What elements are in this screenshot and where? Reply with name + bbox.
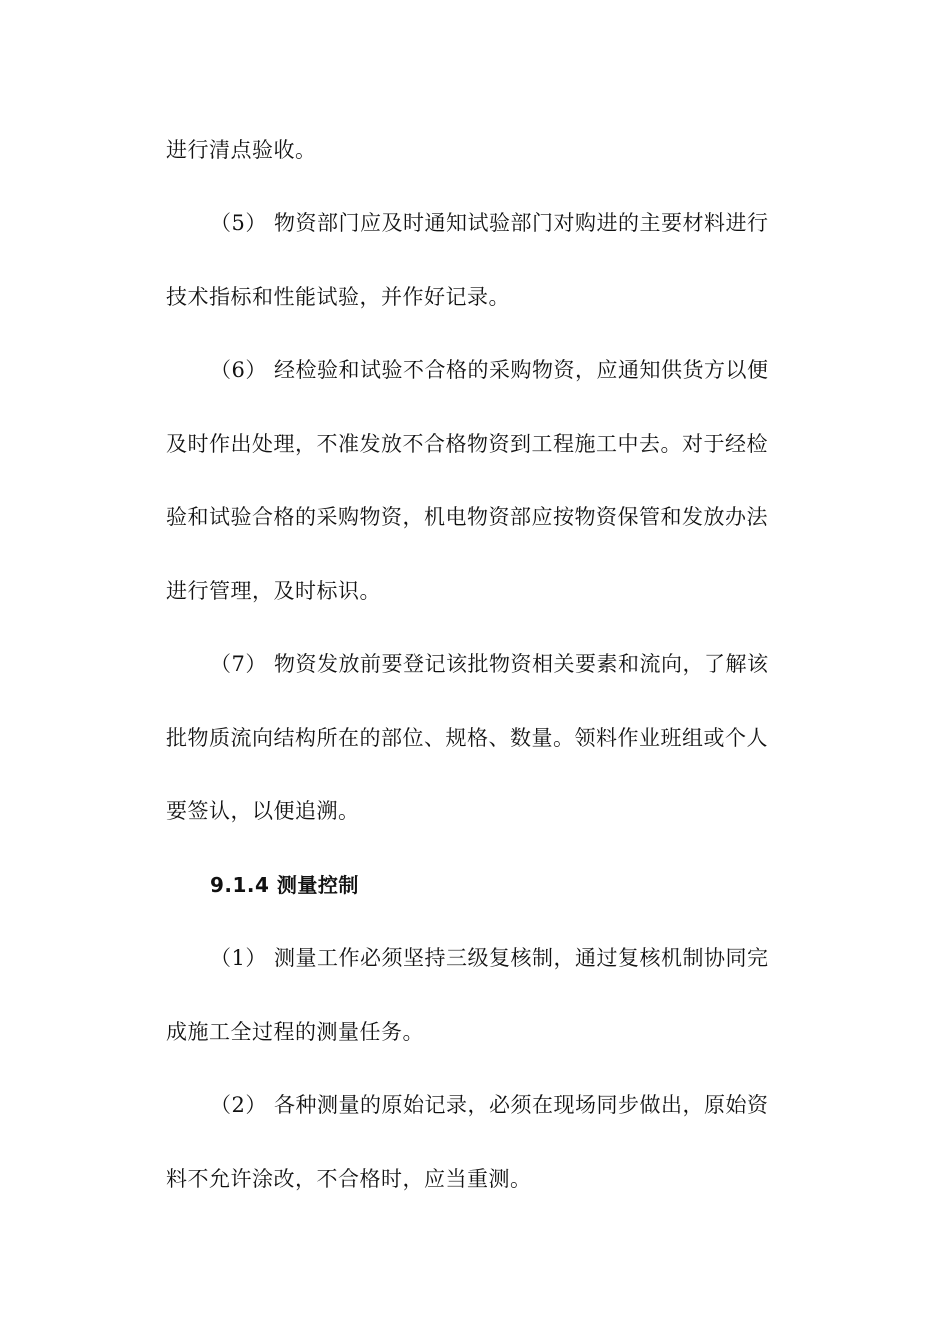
list-item-2-line-1: （2） 各种测量的原始记录，必须在现场同步做出，原始资 — [210, 1093, 769, 1117]
body-text-line: 进行清点验收。 — [166, 138, 317, 162]
list-item-5-line-2: 技术指标和性能试验，并作好记录。 — [166, 285, 510, 309]
list-item-7-line-2: 批物质流向结构所在的部位、规格、数量。领料作业班组或个人 — [166, 726, 768, 750]
list-item-6-line-3: 验和试验合格的采购物资，机电物资部应按物资保管和发放办法 — [166, 505, 768, 529]
list-item-6-line-1: （6） 经检验和试验不合格的采购物资，应通知供货方以便 — [210, 358, 769, 382]
list-item-7-line-1: （7） 物资发放前要登记该批物资相关要素和流向，了解该 — [210, 652, 769, 676]
list-item-6-line-2: 及时作出处理，不准发放不合格物资到工程施工中去。对于经检 — [166, 432, 768, 456]
list-item-1-line-1: （1） 测量工作必须坚持三级复核制，通过复核机制协同完 — [210, 946, 769, 970]
list-item-5-line-1: （5） 物资部门应及时通知试验部门对购进的主要材料进行 — [210, 211, 769, 235]
list-item-2-line-2: 料不允许涂改，不合格时，应当重测。 — [166, 1167, 532, 1191]
list-item-6-line-4: 进行管理，及时标识。 — [166, 579, 381, 603]
list-item-7-line-3: 要签认，以便追溯。 — [166, 799, 360, 823]
section-heading: 9.1.4 测量控制 — [210, 873, 359, 897]
list-item-1-line-2: 成施工全过程的测量任务。 — [166, 1020, 424, 1044]
